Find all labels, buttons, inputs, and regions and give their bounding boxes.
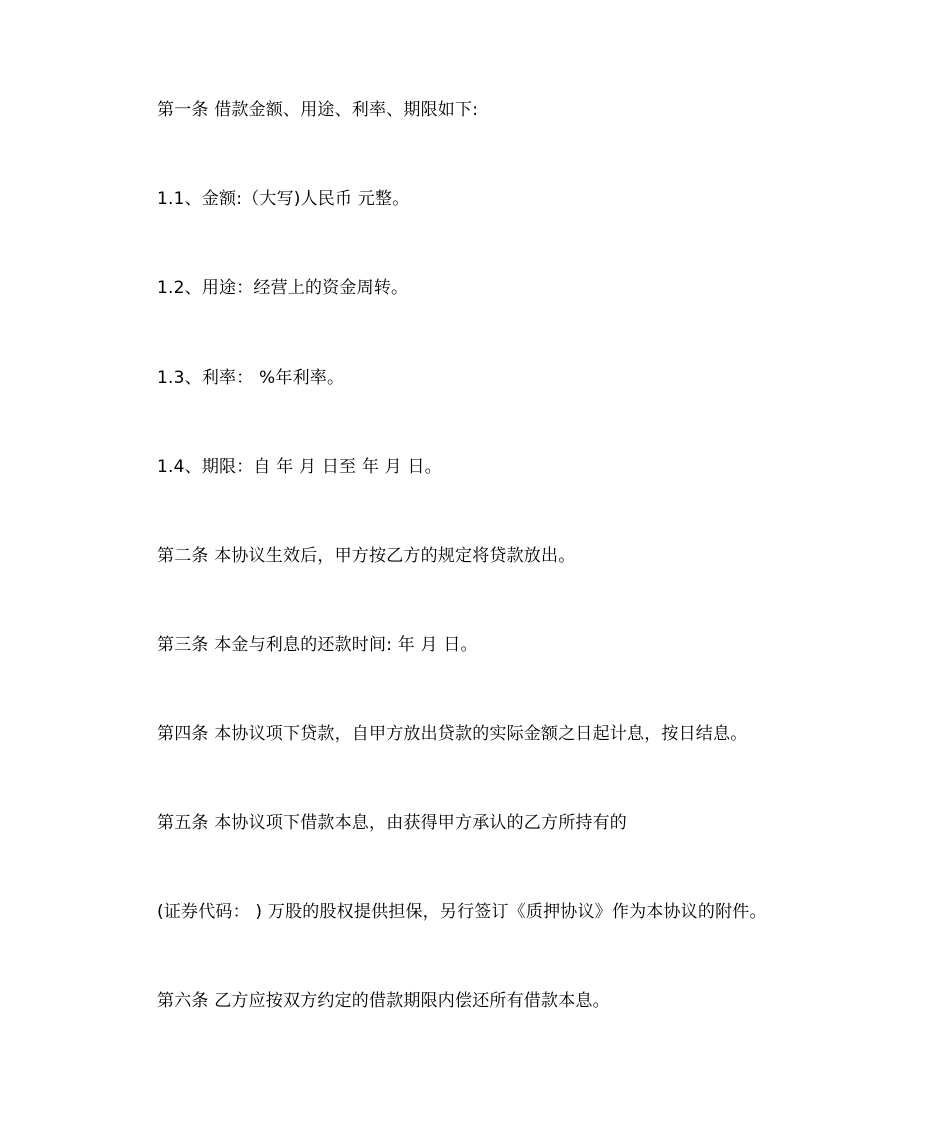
clause-1-4-term: 1.4、期限：自 年 月 日至 年 月 日。 — [157, 457, 442, 477]
clause-2: 第二条 本协议生效后，甲方按乙方的规定将贷款放出。 — [157, 546, 576, 566]
clause-1-2-purpose: 1.2、用途：经营上的资金周转。 — [157, 278, 409, 298]
clause-5: 第五条 本协议项下借款本息，由获得甲方承认的乙方所持有的 — [157, 813, 628, 833]
clause-1-heading: 第一条 借款金额、用途、利率、期限如下: — [157, 100, 479, 120]
clause-6: 第六条 乙方应按双方约定的借款期限内偿还所有借款本息。 — [157, 991, 610, 1011]
clause-1-1-amount: 1.1、金额:（大写)人民币 元整。 — [157, 189, 410, 209]
clause-1-3-interest: 1.3、利率： %年利率。 — [157, 368, 345, 388]
clause-3: 第三条 本金与利息的还款时间: 年 月 日。 — [157, 635, 478, 655]
clause-4: 第四条 本协议项下贷款，自甲方放出贷款的实际金额之日起计息，按日结息。 — [157, 724, 748, 744]
clause-5-continued: (证券代码： ) 万股的股权提供担保，另行签订《质押协议》作为本协议的附件。 — [157, 902, 767, 922]
